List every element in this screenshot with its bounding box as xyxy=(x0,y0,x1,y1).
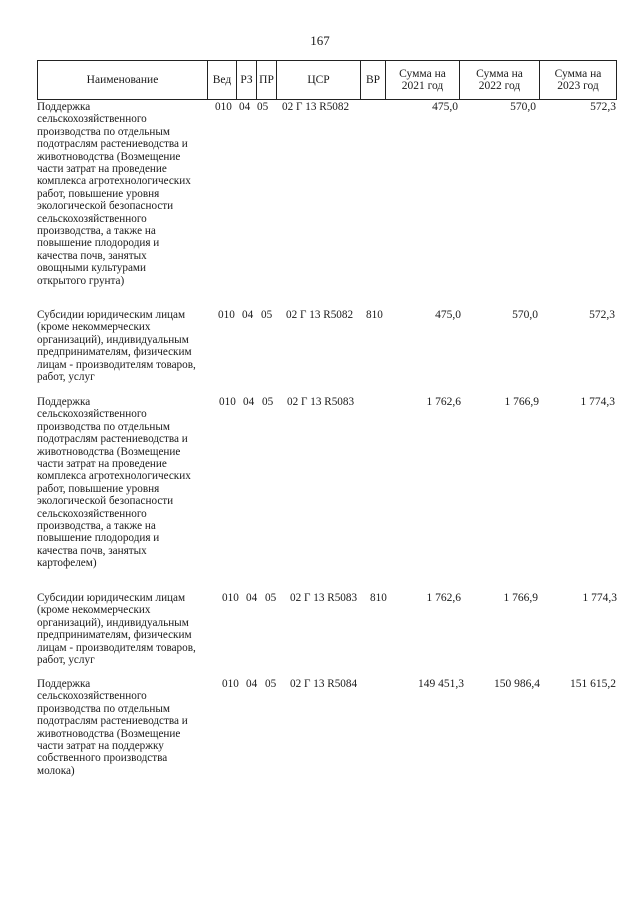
header-pr: ПР xyxy=(256,61,276,99)
header-ved: Вед xyxy=(207,61,236,99)
row-name: Поддержка сельскохозяйственного производства по отдельным подотраслям растениеводства и животноводства (Возмещение части затрат на поддержку собственного производства молока) xyxy=(37,678,188,777)
row-ved: 010 xyxy=(215,101,232,113)
row-vr: 810 xyxy=(370,592,387,604)
row-rz: 04 xyxy=(246,592,258,604)
row-sum-2021: 1 762,6 xyxy=(426,592,461,604)
header-vr: ВР xyxy=(360,61,385,99)
row-pr: 05 xyxy=(257,101,269,113)
row-csr: 02 Г 13 R5082 xyxy=(286,309,354,321)
row-sum-2023: 1 774,3 xyxy=(582,592,617,604)
row-pr: 05 xyxy=(265,678,277,690)
row-rz: 04 xyxy=(246,678,258,690)
row-vr: 810 xyxy=(366,309,383,321)
row-csr: 02 Г 13 R5083 xyxy=(287,396,355,408)
row-csr: 02 Г 13 R5084 xyxy=(290,678,358,690)
row-rz: 04 xyxy=(242,309,254,321)
row-sum-2022: 1 766,9 xyxy=(503,592,538,604)
row-sum-2022: 150 986,4 xyxy=(494,678,540,690)
page-number: 167 xyxy=(310,33,330,48)
row-sum-2023: 151 615,2 xyxy=(570,678,616,690)
header-sum-2022: Сумма на 2022 год xyxy=(459,61,539,99)
table-header xyxy=(37,60,617,100)
row-sum-2022: 1 766,9 xyxy=(504,396,539,408)
row-name: Поддержка сельскохозяйственного производства по отдельным подотраслям растениеводства и животноводства (Возмещение части затрат на проведение комплекса агротехнологических работ, повышение уровня экологической безопасности сельскохозяйственного производства, а также на повышение плодородия и качества почв, занятых овощными культурами открытого грунта) xyxy=(37,101,191,287)
header-name: Наименование xyxy=(37,61,207,99)
header-sum-2023: Сумма на 2023 год xyxy=(539,61,617,99)
row-ved: 010 xyxy=(222,592,239,604)
row-pr: 05 xyxy=(262,396,274,408)
row-sum-2021: 475,0 xyxy=(432,101,458,113)
header-sum-2021: Сумма на 2021 год xyxy=(385,61,459,99)
row-sum-2021: 149 451,3 xyxy=(418,678,464,690)
row-ved: 010 xyxy=(219,396,236,408)
row-name: Субсидии юридическим лицам (кроме некоммерческих организаций), индивидуальным предпринимателям, физическим лицам - производителям товаров, работ, услуг xyxy=(37,309,196,384)
header-rz: РЗ xyxy=(236,61,256,99)
row-sum-2021: 475,0 xyxy=(435,309,461,321)
row-ved: 010 xyxy=(218,309,235,321)
row-sum-2021: 1 762,6 xyxy=(426,396,461,408)
row-rz: 04 xyxy=(243,396,255,408)
row-sum-2022: 570,0 xyxy=(512,309,538,321)
row-rz: 04 xyxy=(239,101,251,113)
row-name: Субсидии юридическим лицам (кроме некоммерческих организаций), индивидуальным предпринимателям, физическим лицам - производителям товаров, работ, услуг xyxy=(37,592,196,667)
row-pr: 05 xyxy=(265,592,277,604)
row-sum-2023: 1 774,3 xyxy=(580,396,615,408)
header-csr: ЦСР xyxy=(276,61,360,99)
row-csr: 02 Г 13 R5083 xyxy=(290,592,358,604)
row-sum-2023: 572,3 xyxy=(589,309,615,321)
row-sum-2022: 570,0 xyxy=(510,101,536,113)
row-name: Поддержка сельскохозяйственного производства по отдельным подотраслям растениеводства и животноводства (Возмещение части затрат на проведение комплекса агротехнологических работ, повышение уровня экологической безопасности сельскохозяйственного производства, а также на повышение плодородия и качества почв, занятых картофелем) xyxy=(37,396,191,570)
row-sum-2023: 572,3 xyxy=(590,101,616,113)
row-csr: 02 Г 13 R5082 xyxy=(282,101,350,113)
row-ved: 010 xyxy=(222,678,239,690)
row-pr: 05 xyxy=(261,309,273,321)
